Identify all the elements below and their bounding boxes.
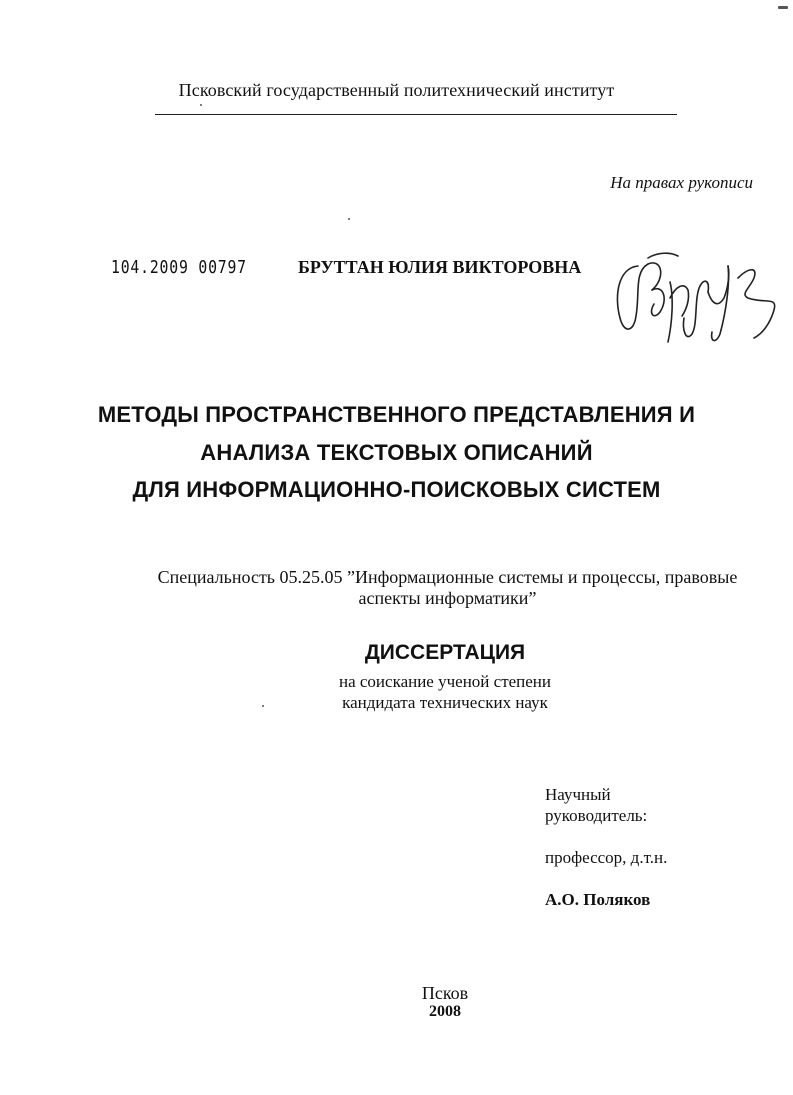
header-divider [155,114,677,115]
supervisor-label-line-2: руководитель: [545,806,648,825]
degree-purpose-line-2: кандидата технических наук [342,693,548,712]
supervisor-label-line-1: Научный [545,785,611,804]
scan-speck [348,218,350,220]
specialty-line-1: Специальность 05.25.05 ”Информационные системы и процессы, правовые [157,567,738,587]
title-line-3: ДЛЯ ИНФОРМАЦИОННО-ПОИСКОВЫХ СИСТЕМ [132,477,661,502]
document-type-heading: ДИССЕРТАЦИЯ [364,641,526,664]
scan-speck [262,705,264,707]
city: Псков [421,983,469,1003]
scan-speck [778,6,788,9]
manuscript-rights-note: На правах рукописи [610,173,753,192]
supervisor-name: А.О. Поляков [545,890,651,909]
author-name: БРУТТАН ЮЛИЯ ВИКТОРОВНА [298,257,582,277]
institute-name: Псковский государственный политехнический институт [178,80,615,100]
title-line-2: АНАЛИЗА ТЕКСТОВЫХ ОПИСАНИЙ [200,440,593,465]
supervisor-academic-title: профессор, д.т.н. [545,848,668,867]
title-line-1: МЕТОДЫ ПРОСТРАНСТВЕННОГО ПРЕДСТАВЛЕНИЯ И [97,402,696,427]
scan-speck [200,104,202,106]
catalog-stamp-number: 104.2009 00797 [111,257,247,278]
degree-purpose-line-1: на соискание ученой степени [338,672,552,691]
year: 2008 [429,1003,461,1020]
specialty-line-2: аспекты информатики” [358,588,537,608]
handwritten-signature [608,238,788,356]
specialty-block [130,567,765,609]
